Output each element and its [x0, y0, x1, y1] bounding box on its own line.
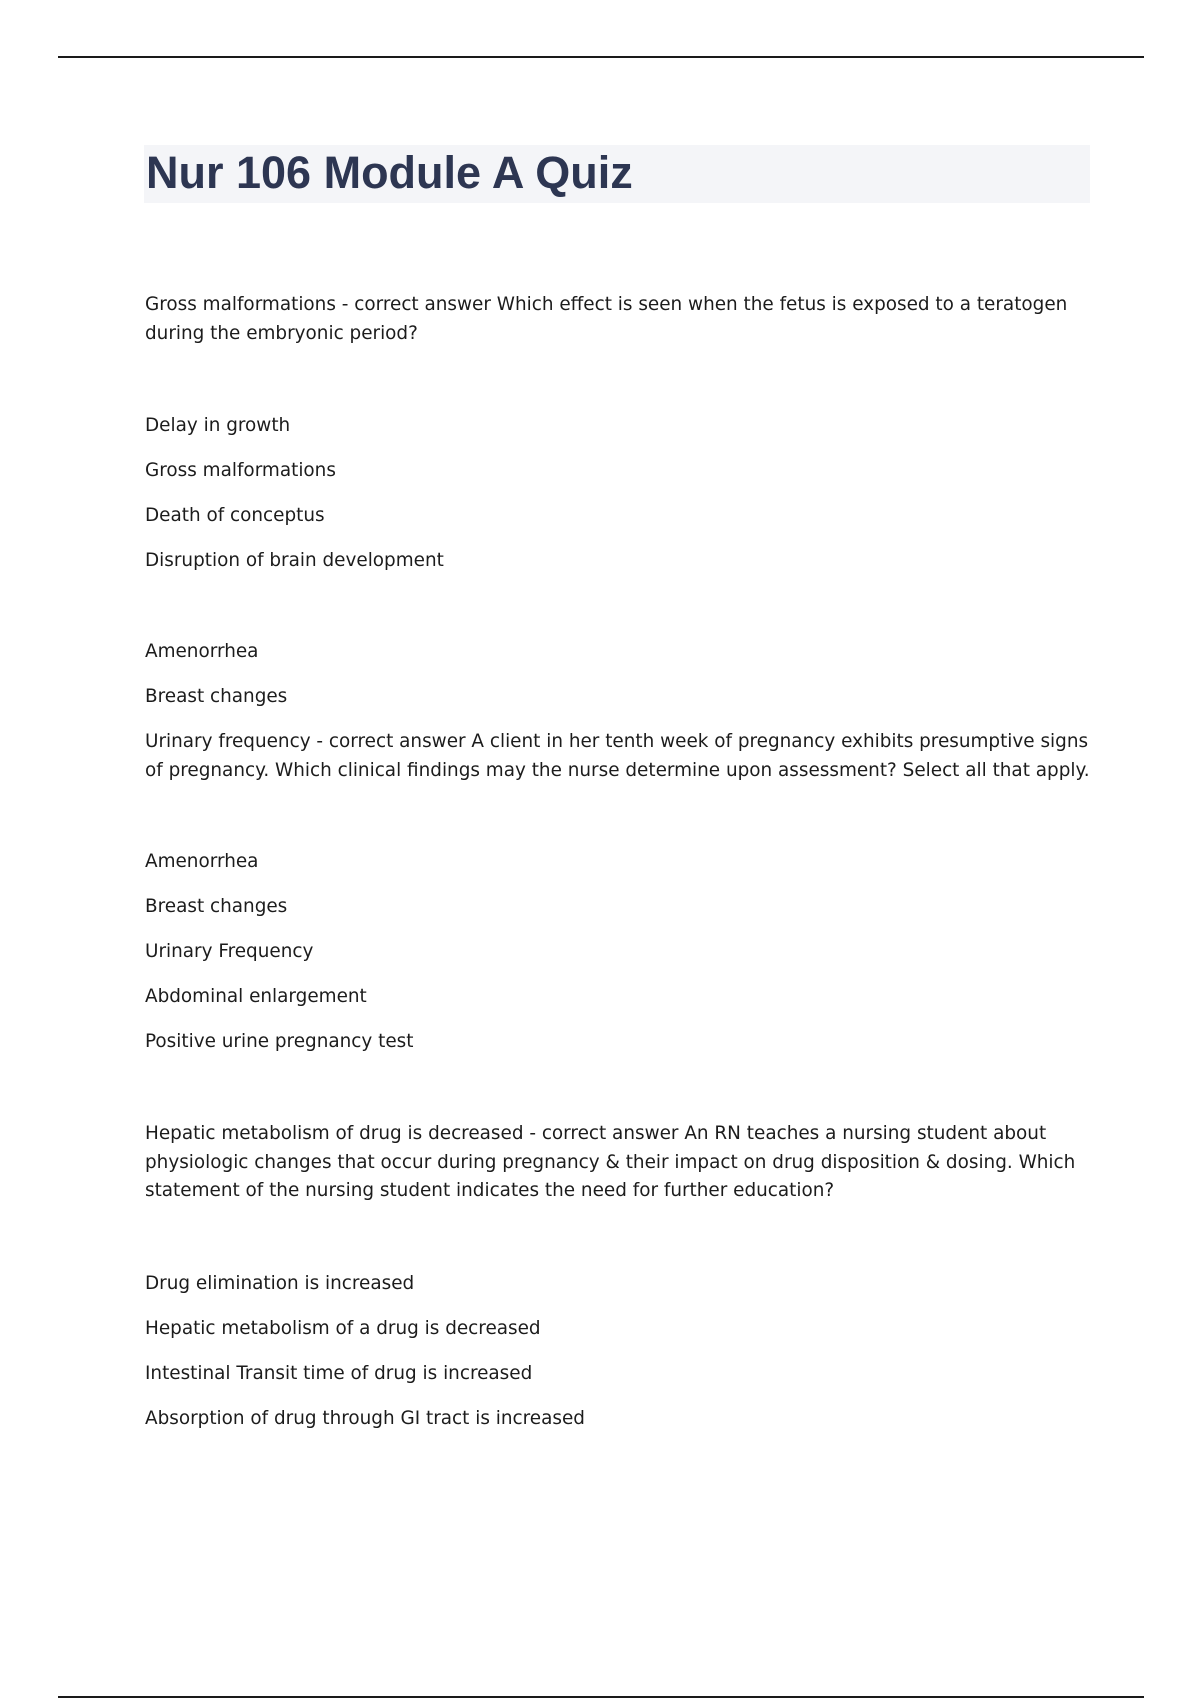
- options-list-2: [145, 848, 1095, 1056]
- option-item: Positive urine pregnancy test: [145, 1031, 414, 1052]
- header-rule: [58, 56, 1144, 58]
- options-list-3: [145, 1270, 1095, 1433]
- option-item: Disruption of brain development: [145, 550, 444, 571]
- answer-item: Breast changes: [145, 686, 288, 707]
- option-item: Abdominal enlargement: [145, 986, 367, 1007]
- option-item: Urinary Frequency: [145, 941, 314, 962]
- page-title: Nur 106 Module A Quiz: [146, 147, 633, 198]
- option-item: Hepatic metabolism of a drug is decreased: [145, 1317, 541, 1339]
- option-item: Absorption of drug through GI tract is increased: [145, 1407, 585, 1429]
- option-item: Intestinal Transit time of drug is increased: [145, 1362, 533, 1384]
- option-item: Amenorrhea: [145, 851, 259, 872]
- options-list-1: [145, 412, 1095, 575]
- footer-rule: [58, 1696, 1144, 1698]
- option-item: Breast changes: [145, 896, 288, 917]
- answer-item: Amenorrhea: [145, 641, 259, 662]
- question-answer-1: Gross malformations - correct answer Which effect is seen when the fetus is exposed to a teratogen during the embryonic period?: [145, 294, 1068, 344]
- option-item: Drug elimination is increased: [145, 1272, 415, 1294]
- question-answer-3: Hepatic metabolism of drug is decreased - correct answer An RN teaches a nursing student about physiologic changes that occur during pregnancy & their impact on drug disposition & dosing. Which statement of the nursing student indicates the need for further education?: [145, 1123, 1076, 1201]
- quiz-content: [145, 291, 1095, 1433]
- option-item: Gross malformations: [145, 460, 336, 481]
- question-answer-2: Urinary frequency - correct answer A client in her tenth week of pregnancy exhibits presumptive signs of pregnancy. Which clinical findings may the nurse determine upon assessment? Select all that apply.: [145, 731, 1090, 781]
- answer-list-2: [145, 638, 1095, 711]
- option-item: Death of conceptus: [145, 505, 325, 526]
- option-item: Delay in growth: [145, 415, 291, 436]
